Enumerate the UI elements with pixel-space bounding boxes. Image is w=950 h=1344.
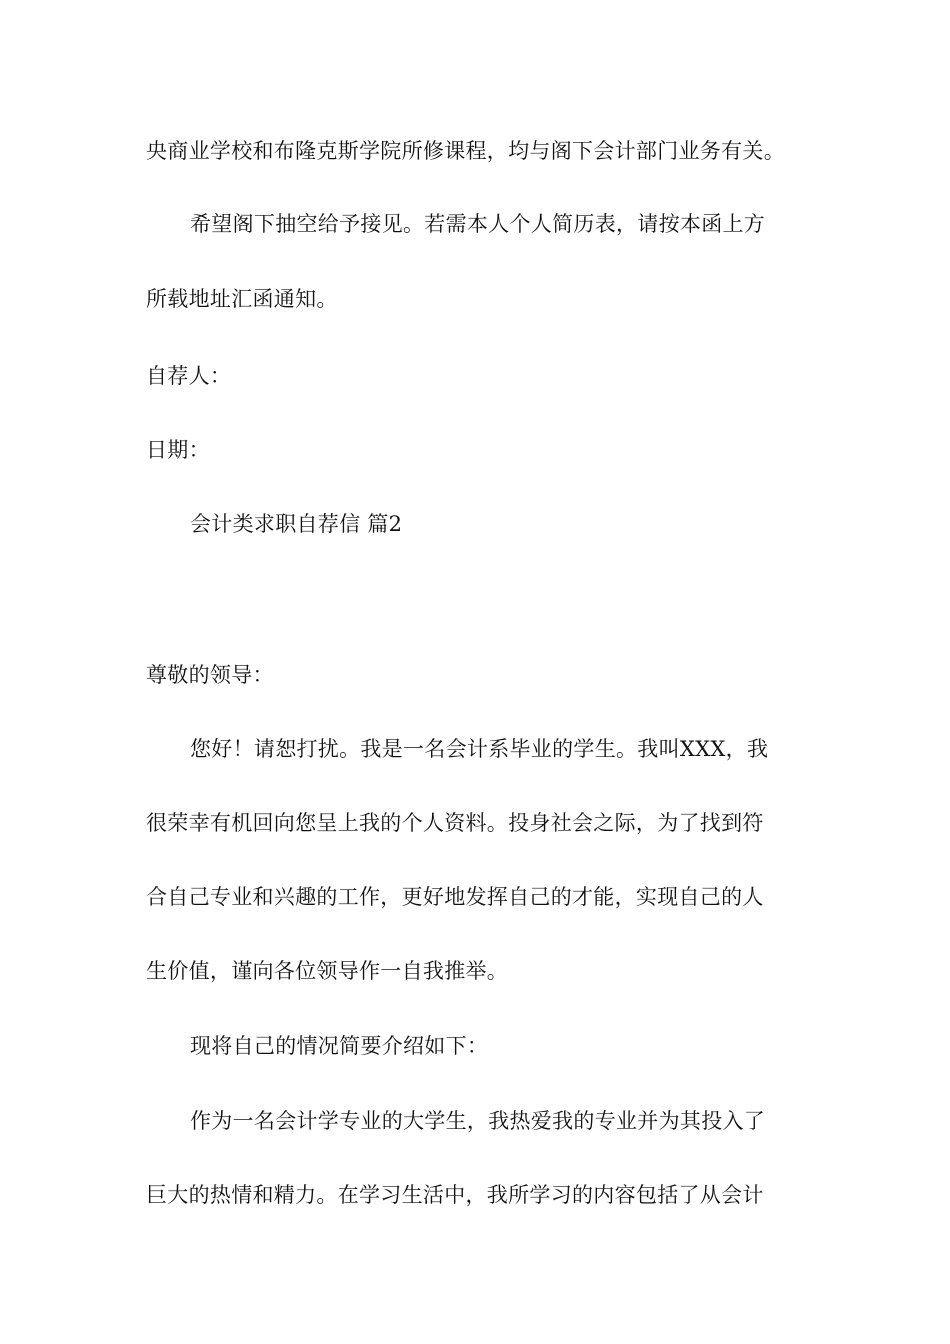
paragraph-line: 合自己专业和兴趣的工作，更好地发挥自己的才能，实现自己的人 [146,885,764,909]
paragraph-line: 巨大的热情和精力。在学习生活中，我所学习的内容包括了从会计 [146,1183,764,1207]
paragraph-line: 所载地址汇函通知。 [146,287,338,311]
paragraph-line: 很荣幸有机回向您呈上我的个人资料。投身社会之际，为了找到符 [146,811,764,835]
paragraph-line: 作为一名会计学专业的大学生，我热爱我的专业并为其投入了 [190,1109,766,1133]
section-heading: 会计类求职自荐信 篇2 [190,512,403,536]
paragraph-line: 生价值，谨向各位领导作一自我推举。 [146,959,509,983]
paragraph-line: 您好！请恕打扰。我是一名会计系毕业的学生。我叫XXX，我 [190,737,769,761]
signature-label: 自荐人： [146,364,232,388]
paragraph-line: 希望阁下抽空给予接见。若需本人个人简历表，请按本函上方 [190,212,766,236]
paragraph-line: 现将自己的情况简要介绍如下： [190,1034,489,1058]
paragraph-line: 央商业学校和布隆克斯学院所修课程，均与阁下会计部门业务有关。 [146,139,785,163]
salutation: 尊敬的领导： [146,663,274,687]
date-label: 日期： [146,438,210,462]
